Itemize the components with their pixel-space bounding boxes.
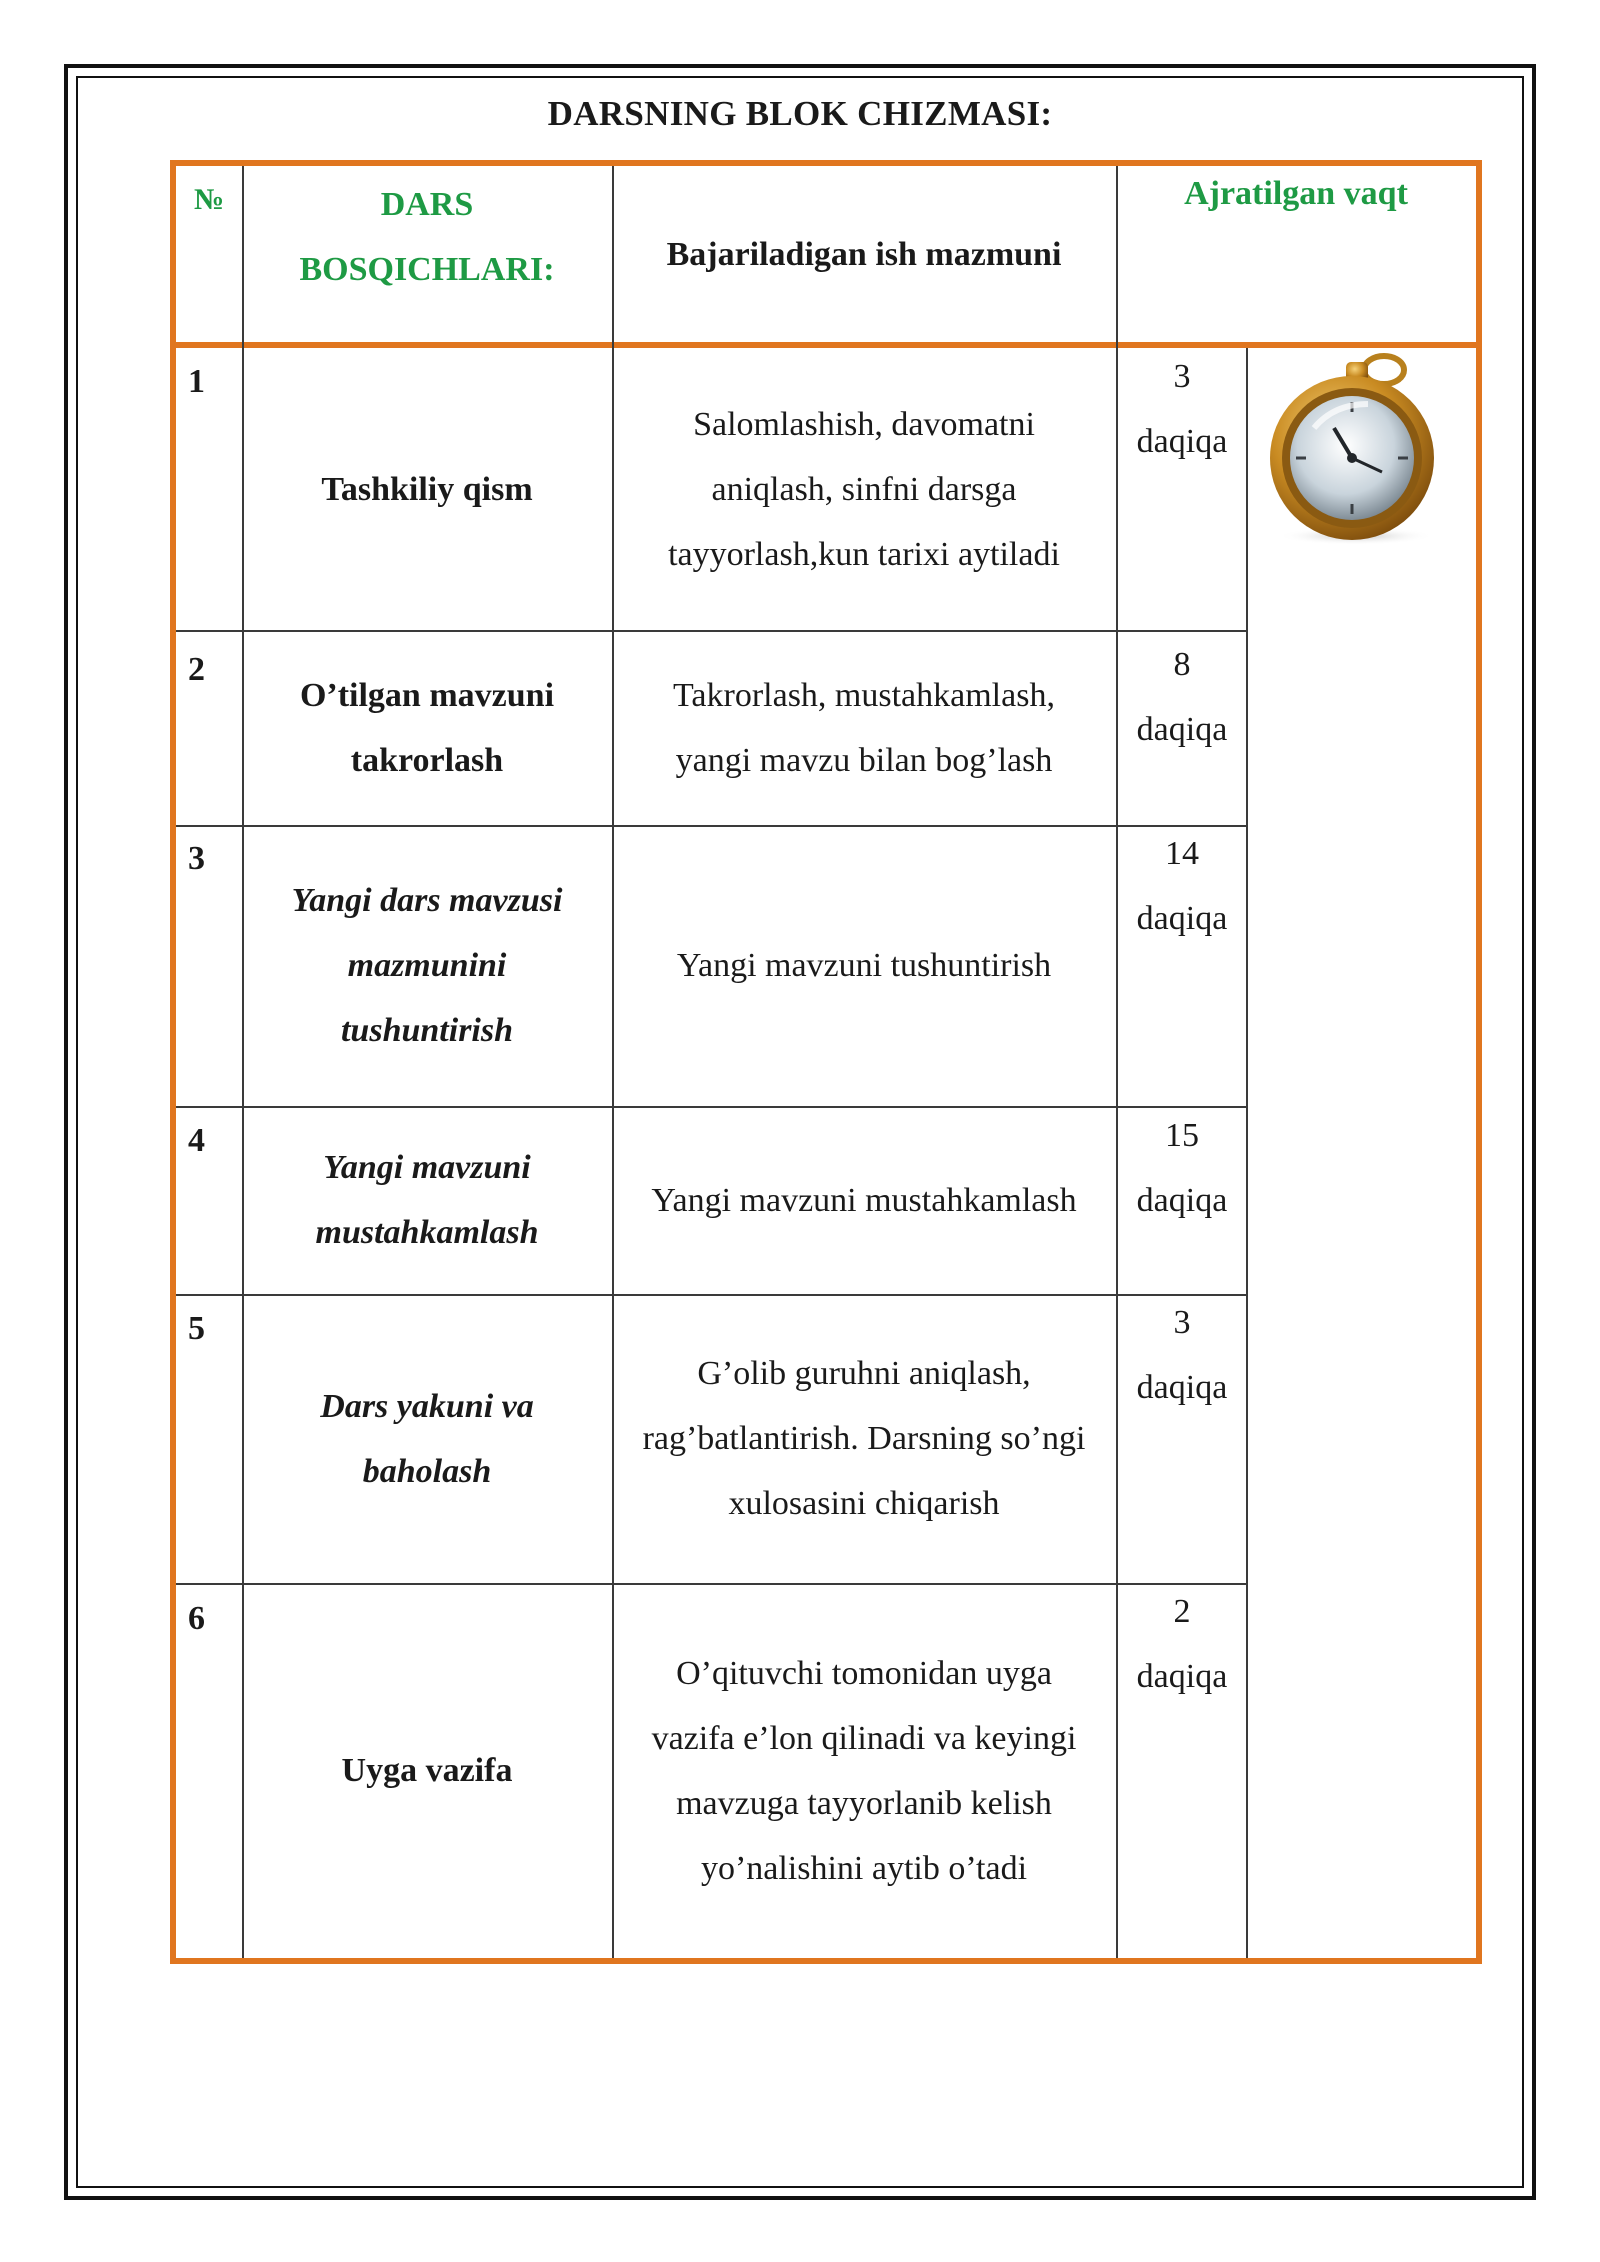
row-2-num: 2 [188, 651, 205, 688]
row-6-content-line: vazifa e’lon qilinadi va keyingi [651, 1719, 1077, 1757]
row-2-content-line: Takrorlash, mustahkamlash, [673, 676, 1055, 714]
row-1-stage-line: Tashkiliy qism [321, 470, 533, 508]
pocket-watch-icon [1264, 348, 1448, 548]
row-1-num: 1 [188, 363, 205, 400]
row-5-stage-line: Dars yakuni va [320, 1387, 534, 1425]
row-3-stage-line: mazmunini [347, 947, 507, 984]
row-2-content [612, 630, 1116, 825]
row-4-unit: daqiqa [1136, 1182, 1228, 1219]
row-2-stage [242, 630, 612, 825]
row-6-content [612, 1583, 1116, 1958]
row-6-num: 6 [188, 1600, 205, 1637]
row-4-num: 4 [188, 1122, 205, 1159]
row-4-stage-line: mustahkamlash [315, 1214, 539, 1251]
header-num: № [194, 183, 225, 216]
row-6-unit: daqiqa [1136, 1658, 1228, 1695]
row-3-stage-line: tushuntirish [340, 1012, 514, 1049]
row-3-stage-line: Yangi dars mavzusi [291, 882, 563, 919]
row-5-num: 5 [188, 1310, 205, 1347]
row-3-unit: daqiqa [1136, 900, 1228, 937]
row-6-time [1118, 1579, 1246, 1709]
row-1-time [1118, 344, 1246, 474]
row-3-content [612, 825, 1116, 1106]
row-3-time [1118, 821, 1246, 951]
row-1-content [612, 348, 1116, 630]
row-4-stage [242, 1106, 612, 1294]
row-1-stage [242, 348, 612, 630]
row-4-content-line: Yangi mavzuni mustahkamlash [651, 1181, 1077, 1219]
row-5-content-line: rag’batlantirish. Darsning so’ngi [642, 1420, 1086, 1457]
row-1-minutes: 3 [1173, 358, 1191, 395]
row-5-content-line: G’olib guruhni aniqlash, [697, 1355, 1031, 1392]
row-2-stage-line: O’tilgan mavzuni [299, 676, 555, 714]
row-3-stage [242, 825, 612, 1106]
row-1-unit: daqiqa [1136, 423, 1228, 460]
row-4-time [1118, 1103, 1246, 1233]
row-5-stage [242, 1294, 612, 1583]
row-5-content [612, 1294, 1116, 1583]
row-5-unit: daqiqa [1136, 1369, 1228, 1406]
row-3-minutes: 14 [1165, 835, 1199, 872]
row-5-time [1118, 1290, 1246, 1420]
row-2-minutes: 8 [1173, 646, 1191, 683]
row-6-stage [242, 1583, 612, 1958]
header-stage-line1: DARS [380, 186, 474, 223]
row-3-content-line: Yangi mavzuni tushuntirish [676, 947, 1052, 984]
row-2-stage-line: takrorlash [350, 741, 504, 779]
row-2-content-line: yangi mavzu bilan bog’lash [675, 741, 1053, 779]
row-4-minutes: 15 [1165, 1117, 1199, 1154]
header-stage [242, 166, 612, 342]
row-6-content-line: mavzuga tayyorlanib kelish [676, 1784, 1052, 1822]
header-stage-line2: BOSQICHLARI: [299, 251, 555, 288]
row-6-content-line: O’qituvchi tomonidan uyga [676, 1654, 1052, 1692]
row-1-content-line: Salomlashish, davomatni [693, 405, 1035, 443]
row-3-num: 3 [188, 840, 205, 877]
row-5-minutes: 3 [1173, 1304, 1191, 1341]
row-6-minutes: 2 [1173, 1593, 1191, 1630]
row-5-stage-line: baholash [362, 1452, 492, 1490]
row-6-content-line: yo’nalishini aytib o’tadi [700, 1849, 1028, 1887]
row-4-content [612, 1106, 1116, 1294]
row-1-content-line: tayyorlash,kun tarixi aytiladi [668, 535, 1060, 573]
row-5-content-line: xulosasini chiqarish [728, 1485, 1000, 1522]
row-2-unit: daqiqa [1136, 711, 1228, 748]
page-title: DARSNING BLOK CHIZMASI: [547, 94, 1053, 133]
row-4-stage-line: Yangi mavzuni [323, 1149, 531, 1186]
row-1-content-line: aniqlash, sinfni darsga [711, 470, 1017, 508]
header-time: Ajratilgan vaqt [1184, 175, 1408, 212]
header-content: Bajariladigan ish mazmuni [666, 235, 1062, 273]
row-2-time [1118, 632, 1246, 762]
col-divider-4 [1246, 348, 1248, 1958]
row-6-stage-line: Uyga vazifa [341, 1752, 513, 1789]
